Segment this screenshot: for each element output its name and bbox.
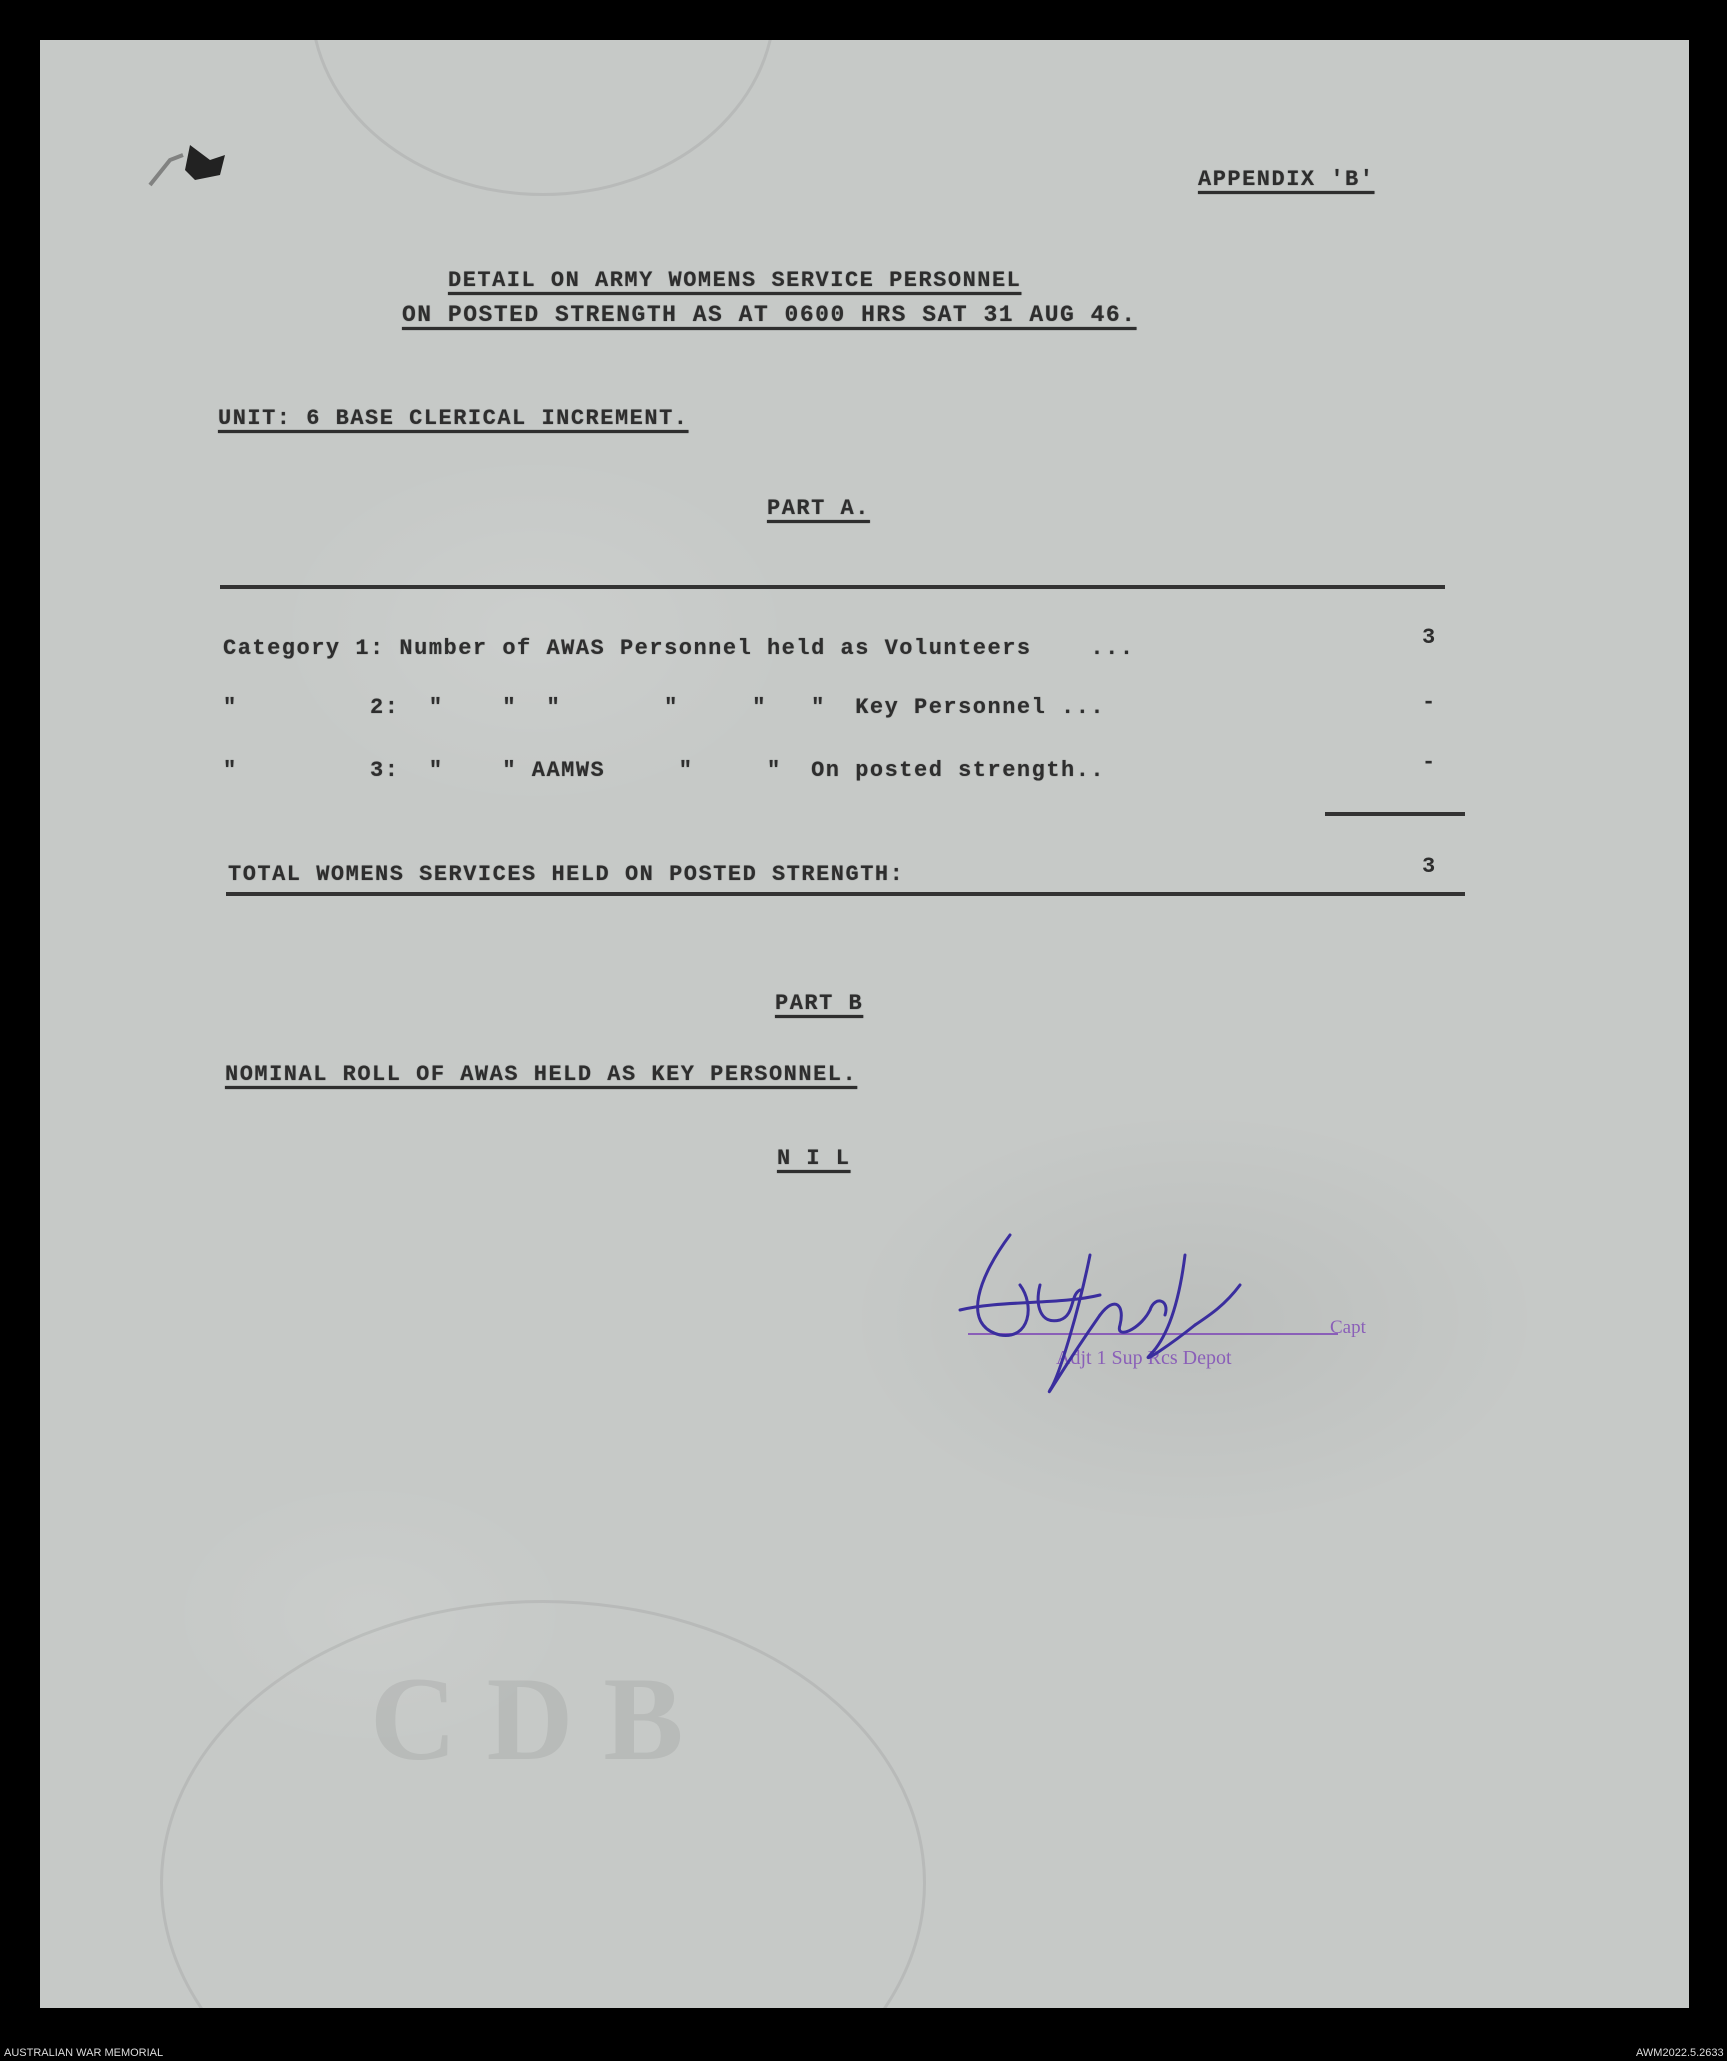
document-page: [40, 40, 1689, 2008]
total-label: TOTAL WOMENS SERVICES HELD ON POSTED STRENGTH:: [228, 862, 905, 887]
ink-blot-mark: [135, 125, 245, 205]
part-a-top-rule: [220, 585, 1445, 589]
handwritten-signature: [940, 1215, 1280, 1405]
appendix-label: APPENDIX 'B': [1198, 167, 1375, 192]
category-1-row: Category 1: Number of AWAS Personnel held as Volunteers ...: [223, 636, 1135, 661]
category-3-row: " 3: " " AAMWS " " On posted strength..: [223, 758, 1106, 783]
total-rule: [226, 892, 1465, 896]
signature-rank: Capt: [1330, 1317, 1366, 1338]
part-a-heading: PART A.: [767, 496, 870, 521]
category-1-value: 3: [1422, 625, 1436, 650]
footer-archive-name: AUSTRALIAN WAR MEMORIAL: [4, 2047, 164, 2059]
part-b-subheading: NOMINAL ROLL OF AWAS HELD AS KEY PERSONNEL.: [225, 1062, 858, 1087]
embossed-letters: C D B: [370, 1652, 684, 1785]
title-line-1: DETAIL ON ARMY WOMENS SERVICE PERSONNEL: [448, 268, 1022, 293]
part-b-heading: PART B: [775, 991, 864, 1016]
embossed-seal-top: [310, 40, 776, 196]
total-value: 3: [1422, 854, 1436, 879]
subtotal-rule: [1325, 812, 1465, 816]
footer-accession-number: AWM2022.5.2633: [1636, 2047, 1724, 2059]
category-2-row: " 2: " " " " " " Key Personnel ...: [223, 695, 1106, 720]
signature-title: Adjt 1 Sup Rcs Depot: [1056, 1347, 1232, 1369]
category-2-value: -: [1422, 690, 1436, 715]
category-3-value: -: [1422, 750, 1436, 775]
unit-label: UNIT: 6 BASE CLERICAL INCREMENT.: [218, 406, 689, 431]
nil-value: N I L: [777, 1146, 851, 1171]
title-line-2: ON POSTED STRENGTH AS AT 0600 HRS SAT 31 AUG 46.: [402, 302, 1137, 328]
